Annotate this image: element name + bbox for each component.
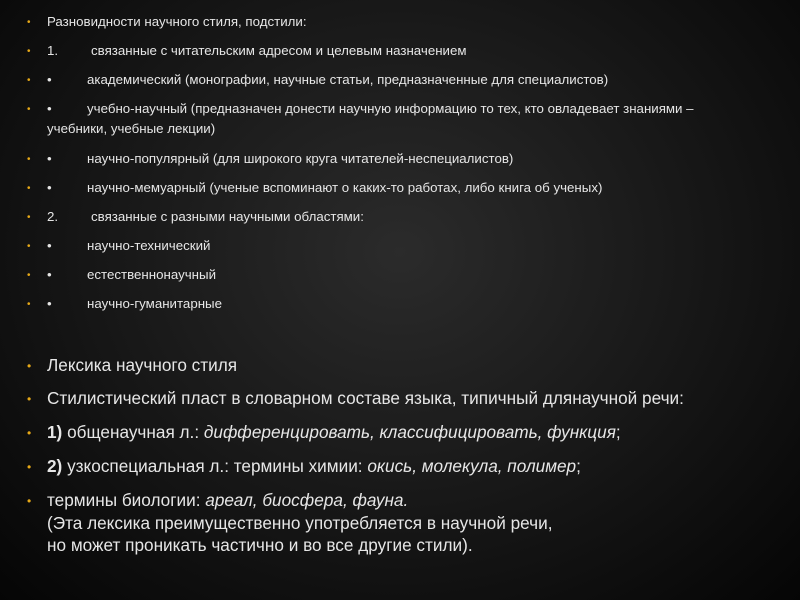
sub-bullet: • [47, 296, 52, 311]
item-text: научно-мемуарный (ученые вспоминают о каких-то работах, либо книга об ученых) [87, 180, 603, 195]
bullet-marker: • [27, 494, 32, 508]
lexicon-title: Лексика научного стиля [47, 355, 238, 375]
note-line: (Эта лексика преимущественно употребляется в научной речи, [47, 513, 553, 533]
bullet-marker: • [27, 212, 31, 223]
bullet-marker: • [27, 359, 32, 373]
sub-bullet: • [47, 72, 52, 87]
bullet-marker: • [27, 241, 31, 252]
sub-bullet: • [47, 180, 52, 195]
bullet-marker: • [27, 270, 31, 281]
bullet-marker: • [27, 460, 32, 474]
item-number: 1. [47, 43, 59, 58]
item-text: научно-технический [87, 238, 211, 253]
sub-bullet: • [47, 151, 52, 166]
list-item [47, 42, 467, 60]
list-item [47, 237, 210, 255]
item-number: 2. [47, 209, 59, 224]
punctuation: ; [576, 456, 581, 476]
examples: дифференцировать, классифицировать, функция [203, 422, 616, 442]
item-text: академический (монографии, научные статьи, предназначенные для специалистов) [87, 72, 609, 87]
examples: окись, молекула, полимер [367, 456, 577, 476]
item-text: учебно-научный (предназначен донести научную информацию то тех, кто овладевает знаниями – [87, 101, 694, 116]
item-number: 2) [47, 456, 63, 476]
bullet-marker: • [27, 46, 31, 57]
bullet-marker: • [27, 299, 31, 310]
punctuation: ; [615, 422, 621, 442]
list-item [47, 100, 694, 118]
lexicon-layer-text: Стилистический пласт в словарном составе языка, типичный длянаучной речи: [47, 388, 684, 408]
sub-bullet: • [47, 238, 52, 253]
item-text: узкоспециальная л.: термины химии: [62, 456, 368, 476]
item-text: термины биологии: [47, 490, 206, 510]
item-text: связанные с разными научными областями: [91, 209, 364, 224]
list-item [47, 422, 621, 443]
bullet-marker: • [27, 17, 31, 28]
bullet-marker: • [27, 75, 31, 86]
subtypes-heading: Разновидности научного стиля, подстили: [47, 14, 307, 29]
bullet-marker: • [27, 183, 31, 194]
item-text: естественнонаучный [87, 267, 217, 282]
list-item [47, 208, 364, 226]
list-item [47, 295, 222, 313]
sub-bullet: • [47, 267, 52, 282]
sub-bullet: • [47, 101, 52, 116]
bullet-marker: • [27, 104, 31, 115]
list-item [47, 266, 216, 284]
list-item [47, 490, 408, 511]
note-line: но может проникать частично и во все другие стили). [47, 535, 473, 555]
item-text: связанные с читательским адресом и целевым назначением [91, 43, 467, 58]
bullet-marker: • [27, 154, 31, 165]
examples: ареал, биосфера, фауна. [205, 490, 409, 510]
list-item [47, 71, 608, 89]
list-item [47, 456, 581, 477]
list-item [47, 150, 513, 168]
item-text: научно-гуманитарные [87, 296, 223, 311]
item-text: научно-популярный (для широкого круга читателей-неспециалистов) [87, 151, 514, 166]
item-text: общенаучная л.: [62, 422, 204, 442]
bullet-marker: • [27, 426, 32, 440]
item-text-continued: учебники, учебные лекции) [47, 121, 216, 136]
bullet-marker: • [27, 392, 32, 406]
list-item [47, 179, 602, 197]
item-number: 1) [47, 422, 63, 442]
